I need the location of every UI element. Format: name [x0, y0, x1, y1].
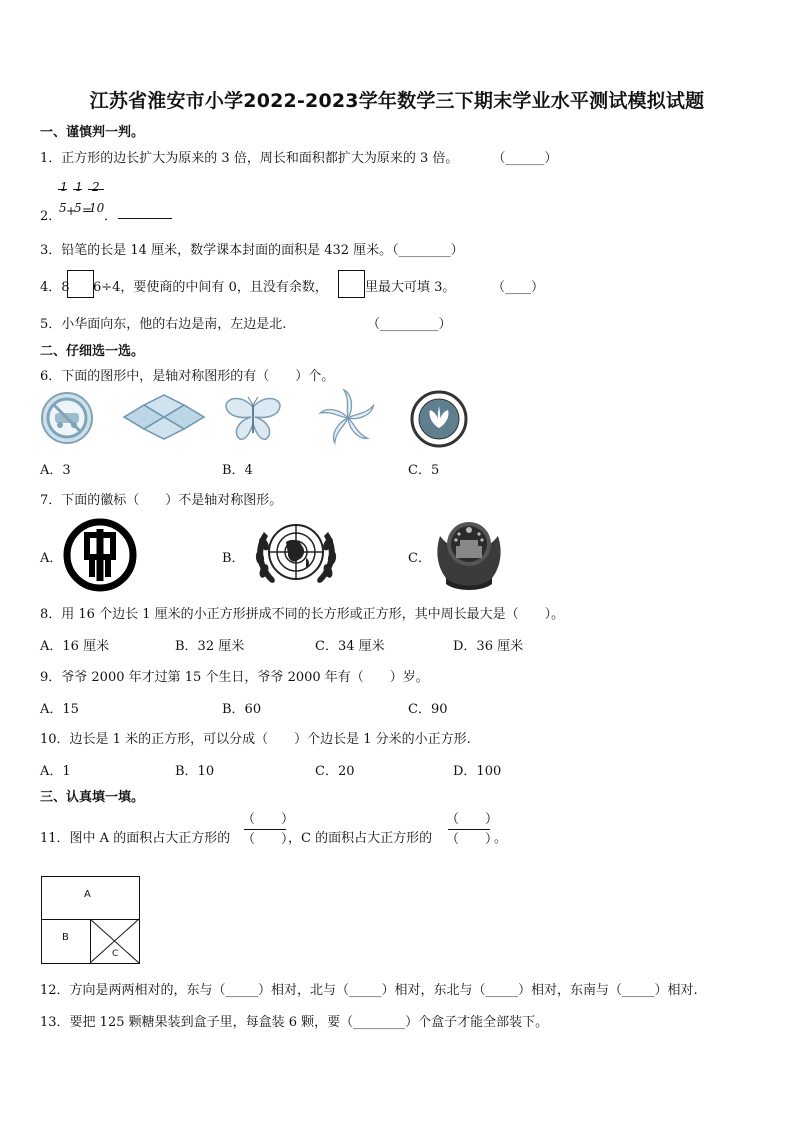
- section-heading-2: 二、仔细选一选。: [40, 344, 145, 359]
- question-text: 正方形的边长扩大为原来的 3 倍，周长和面积都扩大为原来的 3 倍。: [61, 151, 459, 166]
- option-a[interactable]: A．: [40, 551, 63, 566]
- question-13: [40, 1011, 548, 1030]
- question-number: 11．: [40, 831, 70, 846]
- fraction-expression: [58, 180, 108, 220]
- denominator-blank[interactable]: （ ）: [446, 832, 499, 847]
- option-a[interactable]: A．15: [40, 702, 79, 717]
- section-heading-3: 三、认真填一填。: [40, 790, 145, 805]
- question-text: 铅笔的长是 14 厘米，数学课本封面的面积是 432 厘米。: [61, 243, 393, 258]
- option-a[interactable]: A．3: [40, 463, 71, 478]
- leaf-emblem-icon: [410, 390, 468, 448]
- option-d[interactable]: D．100: [453, 764, 502, 779]
- question-11-mid: ，C 的面积占大正方形的: [288, 831, 433, 846]
- question-2-dot: ．: [104, 209, 118, 224]
- square-figure: [41, 876, 140, 964]
- butterfly-icon: [224, 393, 282, 445]
- answer-blank[interactable]: （________）: [392, 243, 464, 258]
- rhombus-tiles-icon: [122, 395, 206, 439]
- question-number: 8．: [40, 607, 62, 622]
- question-text: 用 16 个边长 1 厘米的小正方形拼成不同的长方形或正方形，其中周长最大是（ ）。: [61, 607, 565, 622]
- question-10: [40, 728, 471, 747]
- region-a-label: A: [84, 889, 91, 900]
- option-c[interactable]: C．34 厘米: [315, 639, 385, 654]
- question-4: [40, 276, 70, 295]
- question-9: [40, 666, 429, 685]
- option-d[interactable]: D．36 厘米: [453, 639, 524, 654]
- fraction-numerator: 1: [75, 180, 83, 194]
- option-c[interactable]: C．20: [315, 764, 355, 779]
- fraction-denominator: 10: [89, 201, 105, 215]
- question-11: [40, 827, 230, 846]
- numerator-blank[interactable]: （ ）: [242, 812, 295, 827]
- question-number: 3．: [40, 243, 62, 258]
- equals-sign: =: [82, 203, 93, 217]
- question-text: 边长是 1 米的正方形，可以分成（ ）个边长是 1 分米的小正方形.: [69, 732, 471, 747]
- region-c-label: C: [112, 949, 119, 959]
- fraction-denominator: 5: [74, 201, 82, 215]
- question-text: 下面的图形中，是轴对称图形的有（ ）个。: [61, 369, 335, 384]
- section-heading-1: 一、谨慎判一判。: [40, 125, 145, 140]
- question-number: 4．: [40, 280, 62, 295]
- question-text: 方向是两两相对的，东与（_____）相对，北与（_____）相对，东北与（_____）相对，东南与（_____）相对.: [69, 983, 698, 998]
- answer-blank[interactable]: [118, 206, 172, 219]
- question-text-pre: 8: [61, 280, 70, 295]
- question-text: 下面的徽标（ ）不是轴对称图形。: [61, 493, 283, 508]
- option-c[interactable]: C．: [408, 551, 431, 566]
- fraction-blank-2[interactable]: [446, 812, 499, 847]
- fraction-numerator: 2: [92, 180, 100, 194]
- answer-blank[interactable]: （____）: [492, 280, 545, 295]
- option-a[interactable]: A．16 厘米: [40, 639, 110, 654]
- question-4-mid: 6÷4，要使商的中间有 0，且没有余数，: [93, 280, 328, 295]
- digit-box[interactable]: [338, 270, 365, 298]
- question-number: 10．: [40, 732, 70, 747]
- question-1: [40, 147, 557, 166]
- question-5: [40, 313, 286, 332]
- digit-box[interactable]: [67, 270, 94, 298]
- page-title: 江苏省淮安市小学2022-2023学年数学三下期末学业水平测试模拟试题: [89, 90, 705, 112]
- question-text: 爷爷 2000 年才过第 15 个生日，爷爷 2000 年有（ ）岁。: [61, 670, 429, 685]
- question-11-post: 。: [494, 831, 508, 846]
- question-number: 1．: [40, 151, 62, 166]
- un-emblem-icon: [250, 514, 342, 592]
- option-b[interactable]: B．32 厘米: [175, 639, 245, 654]
- plus-sign: +: [66, 204, 77, 218]
- question-2-number: 2．: [40, 209, 62, 224]
- question-7: [40, 489, 282, 508]
- fraction-numerator: 1: [60, 180, 68, 194]
- fraction-denominator: 5: [59, 201, 67, 215]
- question-text: 小华面向东，他的右边是南，左边是北.: [61, 317, 287, 332]
- question-3: [40, 239, 464, 258]
- denominator-blank[interactable]: （ ）: [242, 832, 295, 847]
- bank-logo-icon: [64, 519, 136, 591]
- question-4-post: 里最大可填 3。: [365, 280, 456, 295]
- answer-blank[interactable]: （_________）: [367, 317, 452, 332]
- question-text: 要把 125 颗糖果装到盒子里，每盒装 6 颗，要（________）个盒子才能全部装下。: [69, 1015, 549, 1030]
- answer-blank[interactable]: （______）: [492, 151, 558, 166]
- no-car-sign-icon: [40, 391, 94, 445]
- region-b-label: B: [62, 932, 69, 943]
- numerator-blank[interactable]: （ ）: [446, 812, 499, 827]
- option-b[interactable]: B．: [222, 551, 245, 566]
- pinwheel-icon: [318, 388, 378, 448]
- question-number: 5．: [40, 317, 62, 332]
- question-number: 12．: [40, 983, 70, 998]
- option-b[interactable]: B．10: [175, 764, 215, 779]
- question-8: [40, 603, 564, 622]
- question-text-pre: 图中 A 的面积占大正方形的: [69, 831, 231, 846]
- national-emblem-icon: [432, 516, 506, 592]
- option-c[interactable]: C．5: [408, 463, 440, 478]
- question-number: 6．: [40, 369, 62, 384]
- question-number: 13．: [40, 1015, 70, 1030]
- question-12: [40, 979, 698, 998]
- question-6: [40, 365, 334, 384]
- option-b[interactable]: B．4: [222, 463, 253, 478]
- question-number: 9．: [40, 670, 62, 685]
- option-a[interactable]: A．1: [40, 764, 71, 779]
- option-c[interactable]: C．90: [408, 702, 448, 717]
- option-b[interactable]: B．60: [222, 702, 262, 717]
- question-number: 7．: [40, 493, 62, 508]
- fraction-blank-1[interactable]: [242, 812, 295, 847]
